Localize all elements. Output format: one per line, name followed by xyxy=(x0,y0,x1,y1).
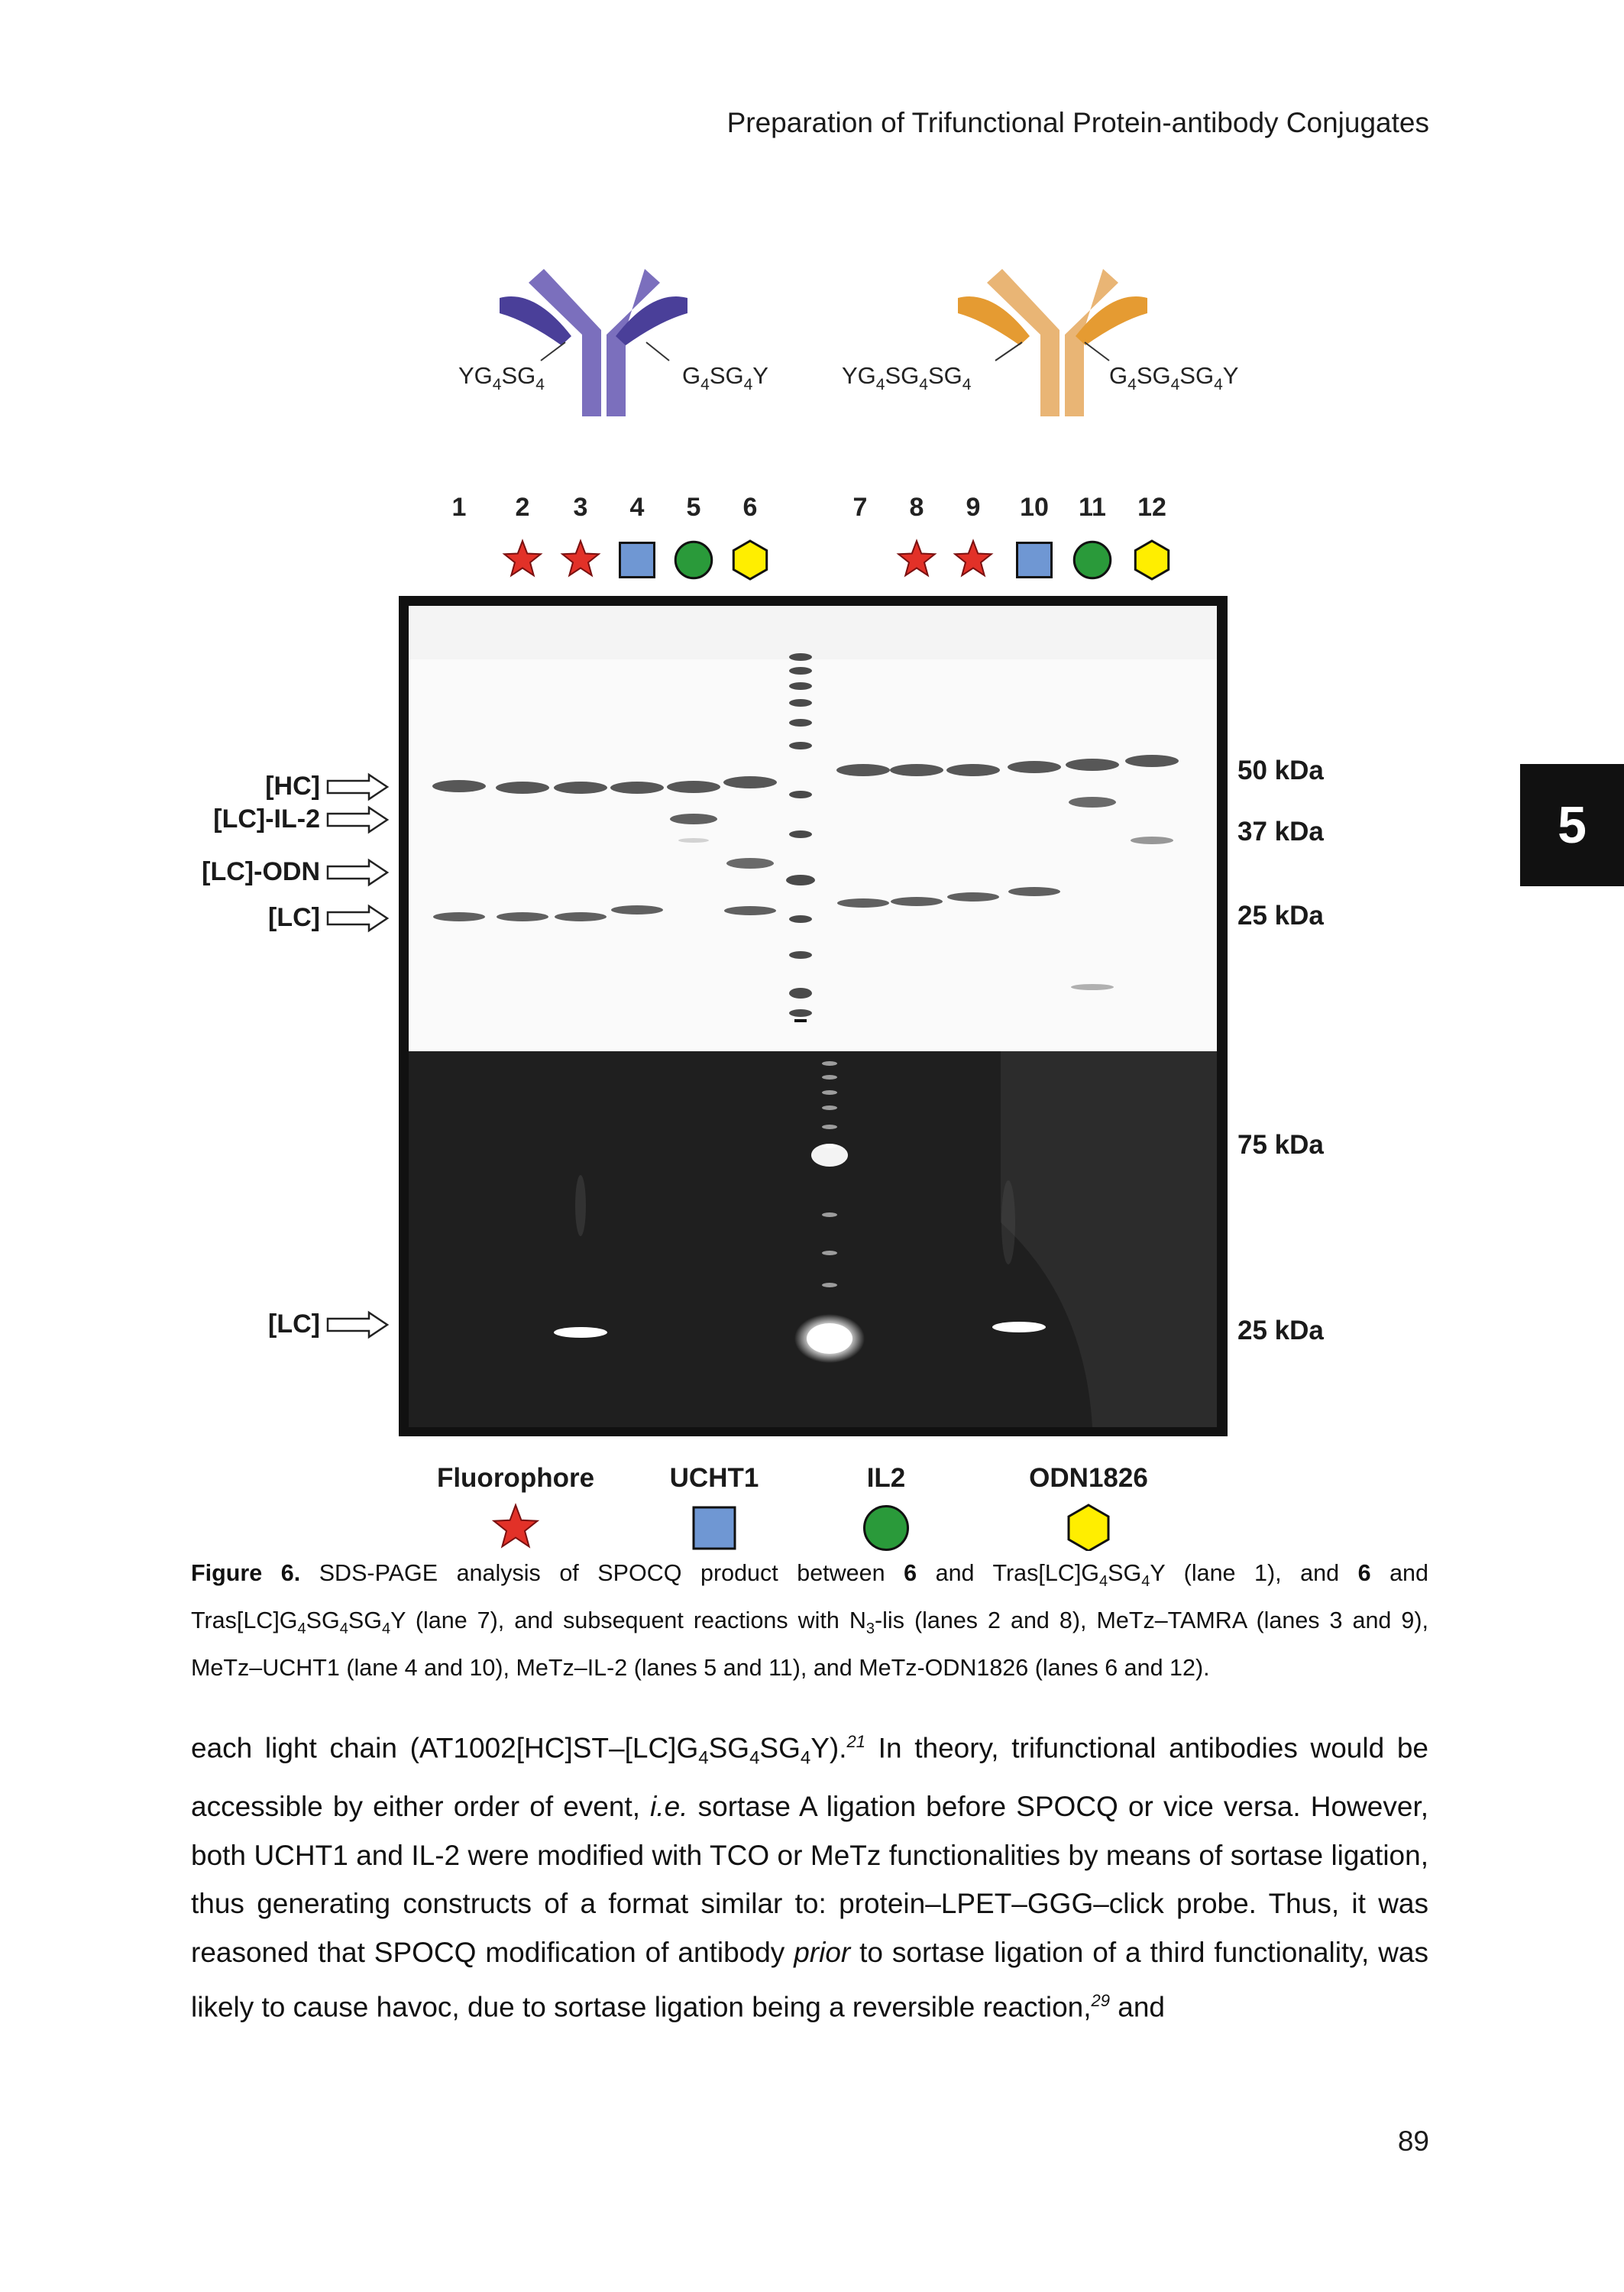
lc-band xyxy=(433,912,485,921)
svg-text:[HC]: [HC] xyxy=(265,772,320,801)
band-label-hc xyxy=(265,772,387,801)
hc-band xyxy=(1125,755,1179,767)
mw-75: 75 kDa xyxy=(1237,1130,1324,1160)
hc-band xyxy=(667,781,720,793)
ladder-band xyxy=(789,791,812,798)
ladder-band xyxy=(789,742,812,749)
hexagon-icon xyxy=(1135,541,1168,579)
lc-band xyxy=(837,898,889,908)
lc-band xyxy=(611,905,663,915)
lane-number: 3 xyxy=(573,493,588,522)
lc-band xyxy=(497,912,548,921)
legend-star-icon xyxy=(494,1505,538,1546)
hc-band xyxy=(1066,759,1119,771)
fluor-smear xyxy=(1001,1180,1015,1264)
fluor-ladder-band xyxy=(822,1283,837,1287)
fluor-ladder-band xyxy=(822,1251,837,1255)
lane-number: 9 xyxy=(966,493,981,522)
mw-25-fluor: 25 kDa xyxy=(1237,1316,1324,1345)
lc-il2-band xyxy=(1069,797,1116,808)
hc-band xyxy=(432,780,486,792)
ladder-band xyxy=(789,682,812,690)
lane-number: 5 xyxy=(686,493,701,522)
legend-hexagon-icon xyxy=(1069,1505,1108,1551)
right-linker-label: $G_4SG_4Y$ xyxy=(682,362,768,393)
band-label-lc-odn xyxy=(202,857,387,886)
fluor-lc-band xyxy=(992,1322,1046,1332)
ladder-band xyxy=(789,988,812,999)
lane-number: 8 xyxy=(909,493,924,522)
legend-label: Fluorophore xyxy=(436,1463,595,1493)
left-linker-label-2: $YG_4SG_4SG_4$ xyxy=(842,362,972,393)
lc-band xyxy=(555,912,607,921)
mw-25: 25 kDa xyxy=(1237,901,1324,931)
mw-50: 50 kDa xyxy=(1237,756,1324,785)
svg-text:[LC]-ODN: [LC]-ODN xyxy=(202,857,320,886)
ladder-band xyxy=(789,830,812,838)
ladder-band xyxy=(789,1009,812,1017)
fluor-ladder-band xyxy=(811,1144,848,1167)
running-title: Preparation of Trifunctional Protein-antibody Conjugates xyxy=(726,107,1429,138)
lc-band xyxy=(724,906,776,915)
svg-text:[LC]: [LC] xyxy=(268,1309,320,1339)
fluor-ladder-band xyxy=(822,1106,837,1110)
ladder-band xyxy=(789,915,812,923)
square-icon xyxy=(620,543,655,578)
lane-number: 1 xyxy=(451,493,467,522)
lc-odn-band xyxy=(726,858,774,869)
body-paragraph: each light chain $(AT1002[HC]ST-[LC]G_4SG_4SG_4Y).^{21}$ In theory, trifunctional antibodies would be accessible by either order of event, i.e. sortase A ligation before SPOCQ or vice versa. However, both UCHT1 and IL-2 were modified with TCO or MeTz functionalities by means of sortase ligation, thus generating constructs of a format similar to: protein–LPET–GGG–click probe. Thus, it was reasoned that SPOCQ modification of antibody prior to sortase ligation of a third functionality, was likely to cause havoc, due to sortase ligation being a reversible reaction,$^{29}$ and xyxy=(191,1732,1428,2023)
fluor-ladder-band xyxy=(822,1061,837,1066)
lane-number: 2 xyxy=(515,493,530,522)
fluor-ladder-band xyxy=(822,1212,837,1217)
legend-square-icon xyxy=(694,1507,735,1549)
ladder-band xyxy=(789,719,812,727)
fluor-ladder-band xyxy=(822,1075,837,1080)
lc-odn-band xyxy=(1131,837,1173,844)
fluor-lc-band xyxy=(554,1327,607,1338)
antibody-left-icon xyxy=(500,269,687,416)
left-linker-label: $YG_4SG_4$ xyxy=(458,362,545,393)
citation-29: 29 xyxy=(1091,1991,1110,2011)
lane-number: 10 xyxy=(1020,493,1049,522)
lc-band xyxy=(947,892,999,902)
page-number: 89 xyxy=(1397,2125,1429,2157)
band-label-lc xyxy=(268,903,387,932)
hc-band xyxy=(1008,761,1061,773)
hc-band xyxy=(610,782,664,794)
legend-circle-icon xyxy=(865,1507,908,1550)
hc-band xyxy=(554,782,607,794)
ladder-band xyxy=(789,653,812,661)
square-icon xyxy=(1017,543,1052,578)
svg-text:[LC]: [LC] xyxy=(268,903,320,932)
faint-band xyxy=(678,838,709,843)
hc-band xyxy=(946,764,1000,776)
legend xyxy=(437,1463,1148,1551)
ladder-band xyxy=(789,951,812,959)
figure-caption: Figure 6. SDS-PAGE analysis of SPOCQ product between 6 and $Tras[LC]G_4SG_4Y$ (lane 1), and 6 and $Tras[LC]G_4SG_4SG_4Y$ (lane 7), and subsequent reactions with $N_3$-lis (lanes 2 and 8), MeTz–TAMRA (lanes 3 and 9), MeTz–UCHT1 (lane 4 and 10), MeTz–IL-2 (lanes 5 and 11), and MeTz-ODN1826 (lanes 6 and 12). xyxy=(191,1560,1428,1682)
fluor-ladder-band xyxy=(822,1125,837,1129)
legend-label: IL2 xyxy=(866,1463,906,1493)
hc-band xyxy=(890,764,943,776)
star-icon xyxy=(955,541,992,575)
ladder-band xyxy=(789,699,812,707)
lane-number: 11 xyxy=(1079,493,1106,522)
ladder-band xyxy=(789,667,812,675)
band-label-lc-il2 xyxy=(213,804,387,834)
lc-band xyxy=(891,897,943,906)
circle-icon xyxy=(675,542,712,578)
lc-band xyxy=(1008,887,1060,896)
mw-37: 37 kDa xyxy=(1237,817,1324,847)
hexagon-icon xyxy=(733,541,766,579)
fluor-ladder-band xyxy=(822,1090,837,1095)
legend-label: ODN1826 xyxy=(1029,1463,1148,1493)
lane-number: 4 xyxy=(629,493,645,522)
chapter-tab: 5 xyxy=(1520,764,1624,886)
lane-number: 7 xyxy=(852,493,868,522)
svg-text:[LC]-IL-2: [LC]-IL-2 xyxy=(213,804,320,834)
star-icon xyxy=(898,541,935,575)
lane-row xyxy=(452,493,1169,579)
right-linker-label-2: $G_4SG_4SG_4Y$ xyxy=(1109,362,1239,393)
hc-band xyxy=(836,764,890,776)
faint-band xyxy=(1071,984,1114,990)
lc-il2-band xyxy=(670,814,717,824)
antibody-right-icon xyxy=(958,269,1147,416)
hc-band xyxy=(496,782,549,794)
lane-number: 6 xyxy=(742,493,758,522)
legend-label: UCHT1 xyxy=(669,1463,759,1493)
band-label-lc-fluor xyxy=(268,1309,387,1339)
gel-image xyxy=(399,596,1228,1436)
ladder-band xyxy=(786,875,815,885)
fluor-glow xyxy=(794,1314,865,1363)
star-icon xyxy=(562,541,599,575)
lane-number: 12 xyxy=(1137,493,1166,522)
caption-label: Figure 6. xyxy=(191,1560,301,1586)
citation-21: 21 xyxy=(846,1732,866,1751)
star-icon xyxy=(504,541,541,575)
circle-icon xyxy=(1074,542,1111,578)
fluor-smear xyxy=(575,1175,586,1236)
hc-band xyxy=(723,776,777,788)
